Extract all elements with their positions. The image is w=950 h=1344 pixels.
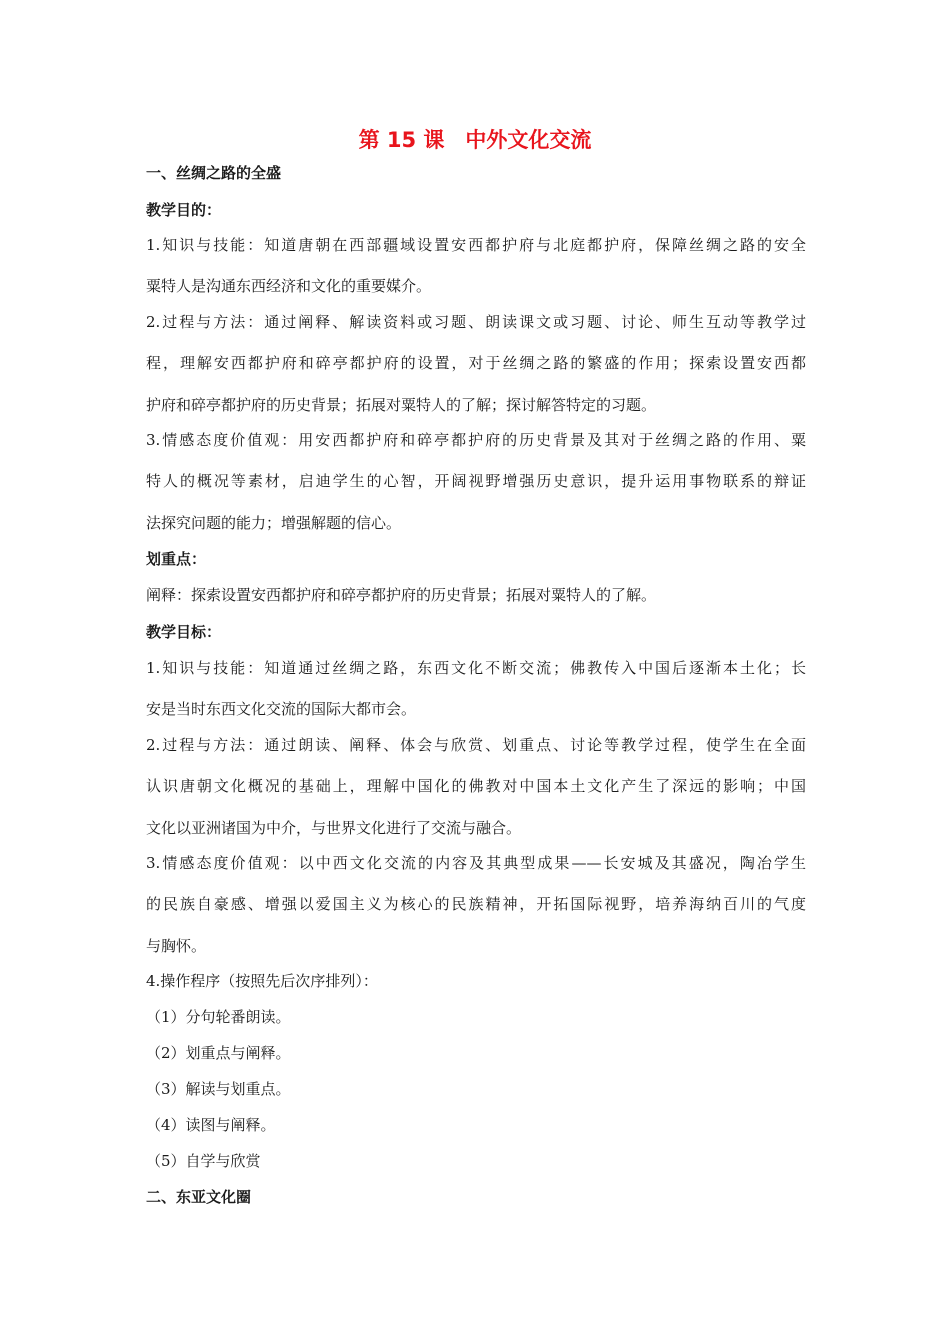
goal-2-line-2: 程，理解安西都护府和碎亭都护府的设置，对于丝绸之路的繁盛的作用；探索设置安西都 [146, 354, 806, 372]
goal-3-line-1: 3.情感态度价值观：用安西都护府和碎亭都护府的历史背景及其对于丝绸之路的作用、粟 [146, 431, 806, 449]
goal-1-line-1: 1.知识与技能：知道唐朝在西部疆域设置安西都护府与北庭都护府，保障丝绸之路的安全 [146, 236, 806, 254]
goal-1-line-2: 粟特人是沟通东西经济和文化的重要媒介。 [146, 277, 432, 295]
page-title: 第 15 课 中外文化交流 [358, 128, 592, 152]
procedure-step: （1）分句轮番朗读。 [146, 1008, 291, 1026]
goal-3-line-3: 法探究问题的能力；增强解题的信心。 [146, 514, 402, 532]
objective-2-line-2: 认识唐朝文化概况的基础上，理解中国化的佛教对中国本土文化产生了深远的影响；中国 [146, 777, 806, 795]
section-heading-silk-road: 一、丝绸之路的全盛 [146, 164, 282, 182]
section-heading-east-asia: 二、东亚文化圈 [146, 1188, 252, 1206]
procedure-step: （5）自学与欣赏 [146, 1152, 261, 1170]
objectives-heading: 教学目标： [146, 623, 222, 641]
keypoint-text: 阐释：探索设置安西都护府和碎亭都护府的历史背景；拓展对粟特人的了解。 [146, 586, 657, 604]
procedure-step: （4）读图与阐释。 [146, 1116, 276, 1134]
goals-heading: 教学目的： [146, 201, 222, 219]
objective-1-line-1: 1.知识与技能：知道通过丝绸之路，东西文化不断交流；佛教传入中国后逐渐本土化；长 [146, 659, 806, 677]
goal-2-line-3: 护府和碎亭都护府的历史背景；拓展对粟特人的了解；探讨解答特定的习题。 [146, 396, 657, 414]
objective-3-line-3: 与胸怀。 [146, 937, 207, 955]
objective-2-line-3: 文化以亚洲诸国为中介，与世界文化进行了交流与融合。 [146, 819, 522, 837]
procedure-step: （3）解读与划重点。 [146, 1080, 291, 1098]
objective-2-line-1: 2.过程与方法：通过朗读、阐释、体会与欣赏、划重点、讨论等教学过程，使学生在全面 [146, 736, 806, 754]
procedure-step: （2）划重点与阐释。 [146, 1044, 291, 1062]
objective-1-line-2: 安是当时东西文化交流的国际大都市会。 [146, 700, 417, 718]
goal-2-line-1: 2.过程与方法：通过阐释、解读资料或习题、朗读课文或习题、讨论、师生互动等教学过 [146, 313, 806, 331]
objective-3-line-2: 的民族自豪感、增强以爱国主义为核心的民族精神，开拓国际视野，培养海纳百川的气度 [146, 895, 806, 913]
keypoint-heading: 划重点： [146, 550, 207, 568]
goal-3-line-2: 特人的概况等素材，启迪学生的心智，开阔视野增强历史意识，提升运用事物联系的辩证 [146, 472, 806, 490]
procedure-heading: 4.操作程序（按照先后次序排列）： [146, 972, 378, 990]
objective-3-line-1: 3.情感态度价值观：以中西文化交流的内容及其典型成果——长安城及其盛况，陶冶学生 [146, 854, 806, 872]
